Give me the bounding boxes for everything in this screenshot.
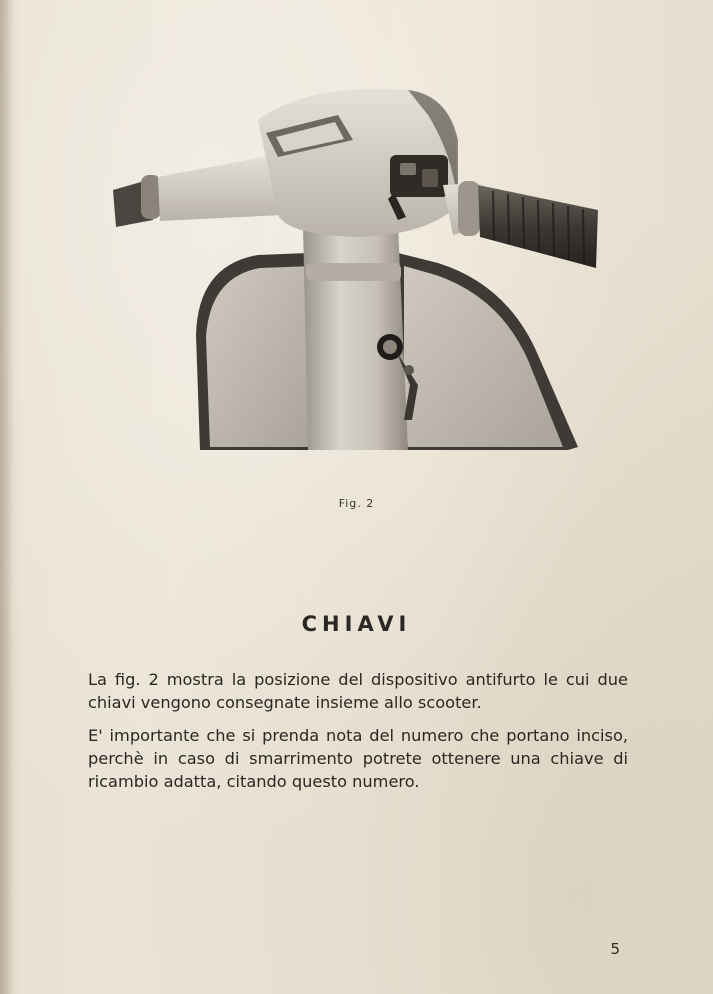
figure-caption: Fig. 2 <box>338 497 375 510</box>
page-number: 5 <box>610 940 620 958</box>
scooter-handlebar-photo <box>108 85 604 450</box>
section-title: CHIAVI <box>301 612 412 636</box>
scooter-handlebar-illustration <box>108 85 604 450</box>
paragraph-2: E' importante che si prenda nota del numero che portano inciso, perchè in caso di smarrimento potrete ottenere una chiave di ricambio adatta, citando questo numero. <box>88 726 628 791</box>
section-body <box>88 668 628 803</box>
paragraph-1: La fig. 2 mostra la posizione del dispositivo antifurto le cui due chiavi vengono consegnate insieme allo scooter. <box>88 670 628 712</box>
